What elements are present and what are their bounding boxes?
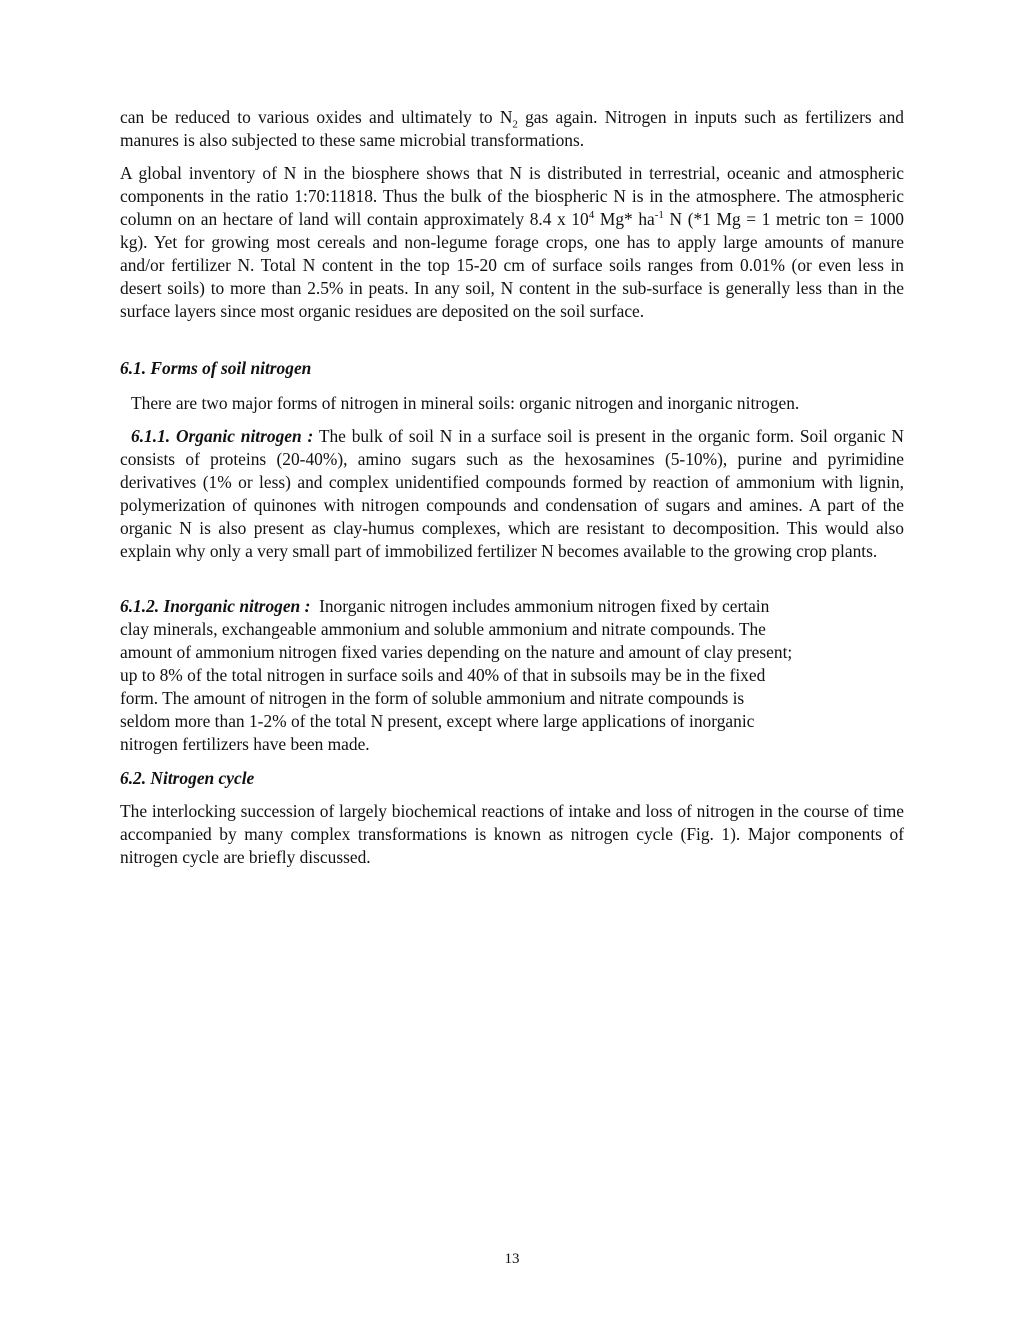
inorganic-line-3: amount of ammonium nitrogen fixed varies depending on the nature and amount of clay present; xyxy=(120,642,793,662)
p2-text-c: N (*1 Mg = 1 metric ton = 1000 kg). Yet for growing most cereals and non-legume forage crops, one has to apply large amounts of manure and/or fertilizer N. Total N content in the top 15-20 cm of surface soils ranges from 0.01% (or even less in desert soils) to more than 2.5% in peats. In any soil, N content in the sub-surface is generally less than in the surface layers since most organic residues are deposited on the soil surface. xyxy=(120,209,904,321)
section-heading-6-2: 6.2. Nitrogen cycle xyxy=(120,768,255,788)
paragraph-n2-oxides xyxy=(120,106,904,152)
paragraph-nitrogen-cycle: The interlocking succession of largely biochemical reactions of intake and loss of nitrogen in the course of time accompanied by many complex transformations is known as nitrogen cycle (Fig. 1). Major components of nitrogen cycle are briefly discussed. xyxy=(120,801,904,867)
inorganic-line-7: nitrogen fertilizers have been made. xyxy=(120,734,370,754)
p1-text-a: can be reduced to various oxides and ultimately to N xyxy=(120,107,513,127)
inorganic-line-2: clay minerals, exchangeable ammonium and soluble ammonium and nitrate compounds. The xyxy=(120,619,766,639)
p2-superscript-minus-one: -1 xyxy=(654,209,664,222)
inorganic-line-4: up to 8% of the total nitrogen in surface soils and 40% of that in subsoils may be in the fixed xyxy=(120,665,766,685)
inorganic-line-6: seldom more than 1-2% of the total N present, except where large applications of inorganic xyxy=(120,711,755,731)
subsection-heading-6-1-1: 6.1.1. Organic nitrogen : xyxy=(131,426,314,446)
p1-subscript: 2 xyxy=(512,118,518,131)
paragraph-global-inventory xyxy=(120,162,904,323)
p1-text-b: gas again. Nitrogen in inputs such as fertilizers and manures is also subjected to these same microbial transformations. xyxy=(120,107,905,150)
organic-nitrogen-text: The bulk of soil N in a surface soil is present in the organic form. Soil organic N consists of proteins (20-40%), amino sugars such as the hexosamines (5-10%), purine and pyrimidine derivatives (1% or less) and complex unidentified compounds formed by reaction of ammonium with lignin, polymerization of quinones with nitrogen compounds and condensation of sugars and amines. A part of the organic N is also present as clay-humus complexes, which are resistant to decomposition. This would also explain why only a very small part of immobilized fertilizer N becomes available to the growing crop plants. xyxy=(120,426,904,561)
inorganic-line-5: form. The amount of nitrogen in the form of soluble ammonium and nitrate compounds is xyxy=(120,688,745,708)
page-number: 13 xyxy=(504,1251,520,1267)
inorganic-line-1: Inorganic nitrogen includes ammonium nitrogen fixed by certain xyxy=(310,596,770,616)
p2-superscript-exponent: 4 xyxy=(588,209,595,222)
paragraph-organic-nitrogen xyxy=(120,425,904,563)
subsection-heading-6-1-2: 6.1.2. Inorganic nitrogen : xyxy=(120,596,311,616)
p2-text-b: Mg* ha xyxy=(594,209,655,229)
section-heading-6-1: 6.1. Forms of soil nitrogen xyxy=(120,358,312,378)
p2-text-a: A global inventory of N in the biosphere shows that N is distributed in terrestrial, oceanic and atmospheric components in the ratio 1:70:11818. Thus the bulk of the biospheric N is in the atmosphere. The atmospheric column on an hectare of land will contain approximately 8.4 x 10 xyxy=(120,163,904,229)
paragraph-two-forms: There are two major forms of nitrogen in mineral soils: organic nitrogen and inorganic nitrogen. xyxy=(131,393,800,413)
paragraph-inorganic-nitrogen xyxy=(120,595,904,756)
